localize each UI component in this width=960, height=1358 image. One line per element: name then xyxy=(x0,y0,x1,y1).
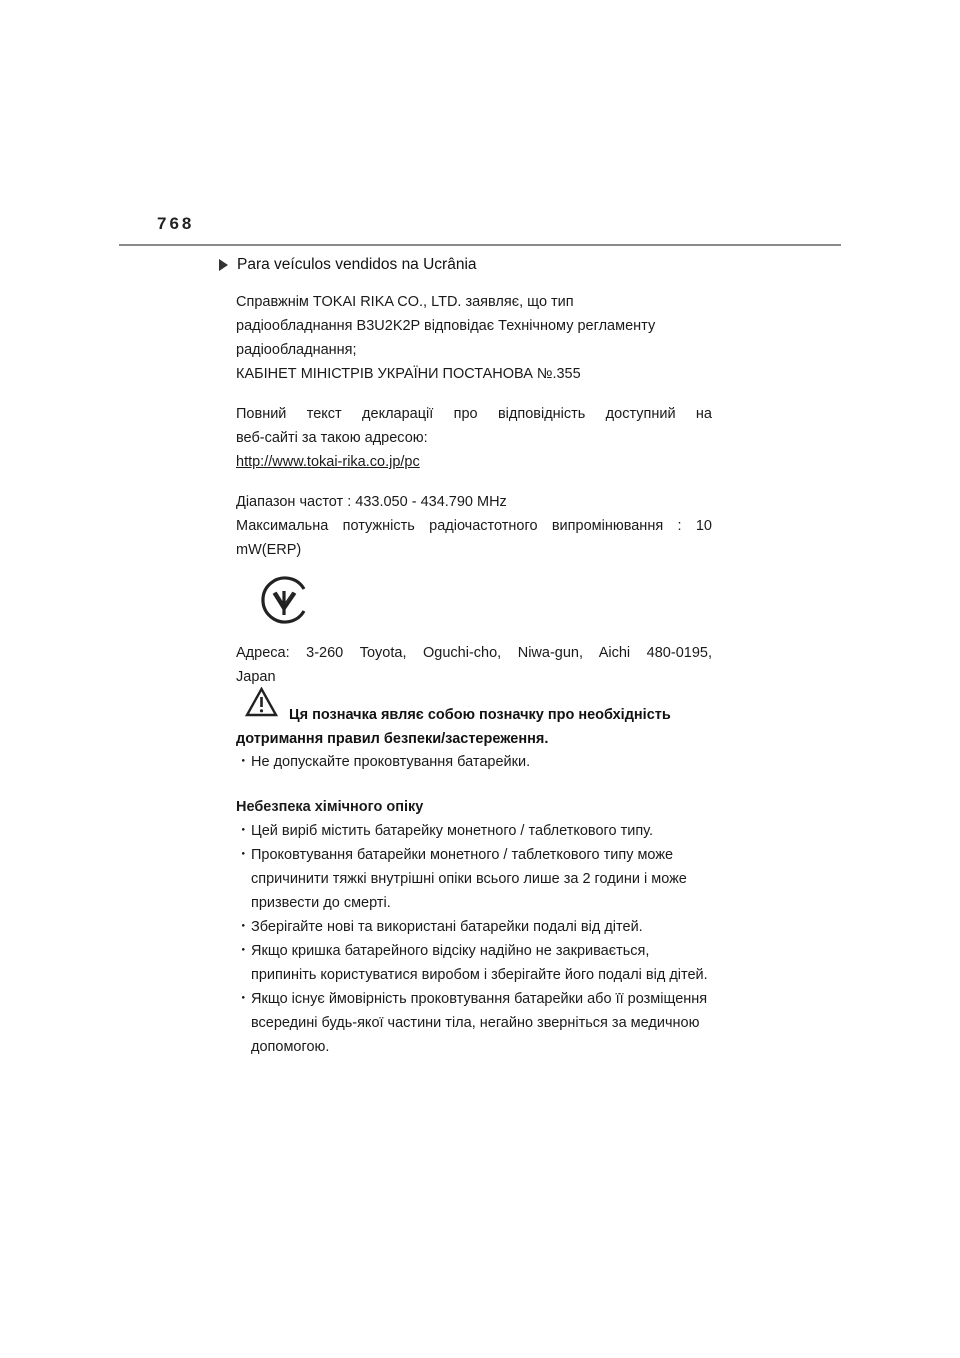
full-text-line: веб-сайті за такою адресою: xyxy=(236,430,428,446)
frequency-range: Діапазон частот : 433.050 - 434.790 MHz xyxy=(236,494,507,510)
list-item-text: Не допускайте проковтування батарейки. xyxy=(251,754,531,770)
chemical-heading: Небезпека хімічного опіку xyxy=(236,799,424,815)
declaration-line: КАБІНЕТ МІНІСТРІВ УКРАЇНИ ПОСТАНОВА №.355 xyxy=(236,366,581,382)
max-power-line: mW(ERP) xyxy=(236,542,302,558)
full-text-block xyxy=(236,402,712,474)
section-heading xyxy=(219,256,477,274)
max-power-line: Максимальна потужність радіочастотного випромінювання : 10 xyxy=(236,518,712,534)
bullet-mark: ・ xyxy=(236,754,251,770)
bullet-mark: ・ xyxy=(236,919,251,935)
declaration-line: радіообладнання B3U2K2P відповідає Технічному регламенту xyxy=(236,318,656,334)
bullet-mark: ・ xyxy=(236,991,251,1007)
declaration-line: радіообладнання; xyxy=(236,342,357,358)
address-block xyxy=(236,641,712,689)
address-line: Адреса: 3-260 Toyota, Oguchi-cho, Niwa-gun, Aichi 480-0195, xyxy=(236,645,712,661)
full-text-line: Повний текст декларації про відповідність доступний на xyxy=(236,406,712,422)
address-line: Japan xyxy=(236,669,276,685)
triangle-bullet-icon xyxy=(219,259,228,271)
section-heading-text: Para veículos vendidos na Ucrânia xyxy=(237,256,477,273)
chemical-burn-block xyxy=(236,795,716,1059)
warning-items xyxy=(236,750,712,774)
list-item xyxy=(236,843,716,915)
declaration-block xyxy=(236,290,712,386)
declaration-url-link[interactable]: http://www.tokai-rika.co.jp/pc xyxy=(236,454,420,470)
list-item xyxy=(236,915,716,939)
list-item-text: Якщо кришка батарейного відсіку надійно не закривається, припиніть користуватися виробом і зберігайте його подалі від дітей. xyxy=(251,943,708,983)
bullet-mark: ・ xyxy=(236,943,251,959)
warning-title: дотримання правил безпеки/застереження. xyxy=(236,731,549,747)
list-item xyxy=(236,987,716,1059)
page-number: 768 xyxy=(157,214,195,233)
declaration-line: Справжнім TOKAI RIKA CO., LTD. заявляє, що тип xyxy=(236,294,574,310)
list-item-text: Цей виріб містить батарейку монетного / таблеткового типу. xyxy=(251,823,654,839)
list-item-text: Проковтування батарейки монетного / таблеткового типу може спричинити тяжкі внутрішні опіки всього лише за 2 години і може призвести до смерті. xyxy=(251,847,687,911)
radio-spec-block xyxy=(236,490,712,562)
list-item xyxy=(236,939,716,987)
list-item xyxy=(236,750,712,774)
header-rule xyxy=(119,244,841,246)
bullet-mark: ・ xyxy=(236,847,251,863)
warning-block xyxy=(236,703,716,751)
list-item xyxy=(236,819,716,843)
ukraine-conformity-mark-icon xyxy=(260,575,310,625)
bullet-mark: ・ xyxy=(236,823,251,839)
list-item-text: Зберігайте нові та використані батарейки подалі від дітей. xyxy=(251,919,643,935)
warning-title: Ця позначка являє собою позначку про необхідність xyxy=(289,707,671,723)
list-item-text: Якщо існує ймовірність проковтування батарейки або її розміщення всередині будь-якої частини тіла, негайно зверніться за медичною допомогою. xyxy=(251,991,708,1055)
